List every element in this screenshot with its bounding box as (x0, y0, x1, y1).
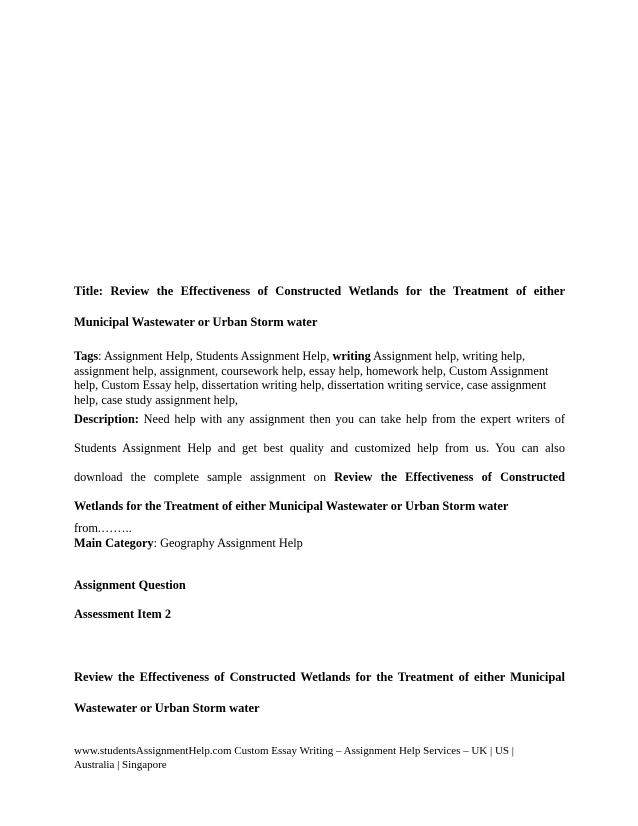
footer-line-2: Australia | Singapore (74, 759, 167, 771)
title-section (74, 276, 565, 338)
tags-line-3: help, Custom Essay help, dissertation writing help, dissertation writing service, case assignment (74, 378, 547, 392)
title-line-1 (74, 276, 565, 307)
tags-line-1 (74, 349, 565, 364)
review-heading-line-1: Review the Effectiveness of Constructed Wetlands for the Treatment of either Municipal (74, 670, 565, 684)
main-category (74, 536, 565, 551)
description-section (74, 405, 565, 521)
main-category-value: : Geography Assignment Help (153, 536, 303, 550)
title-text-line-1: Review the Effectiveness of Constructed Wetlands for the Treatment of either (110, 284, 565, 298)
tags-text-1a: : Assignment Help, Students Assignment Help, (98, 349, 333, 363)
tags-line-4: help, case study assignment help, (74, 392, 238, 407)
from-text: from.…….. (74, 521, 132, 535)
main-category-label: Main Category (74, 536, 154, 550)
description-bold-title-1: Review the Effectiveness of Constructed (334, 470, 565, 484)
footer-line-1: www.studentsAssignmentHelp.com Custom Essay Writing – Assignment Help Services – UK | US | (74, 745, 514, 757)
description-line-1 (74, 405, 565, 434)
tags-label: Tags (74, 349, 99, 363)
review-heading (74, 662, 565, 724)
description-line-3 (74, 463, 565, 492)
title-text-line-2: Municipal Wastewater or Urban Storm water (74, 315, 318, 329)
assessment-item-heading: Assessment Item 2 (74, 607, 171, 621)
description-line-2: Students Assignment Help and get best quality and customized help from us. You can also (74, 441, 565, 455)
description-text-1: Need help with any assignment then you can take help from the expert writers of (138, 412, 565, 426)
review-heading-line-2: Wastewater or Urban Storm water (74, 701, 260, 715)
tags-bold-keyword: writing (332, 349, 371, 363)
description-bold-title-2: Wetlands for the Treatment of either Municipal Wastewater or Urban Storm water (74, 499, 509, 513)
tags-text-1b: Assignment help, writing help, (370, 349, 526, 363)
description-line-4 (74, 492, 565, 521)
description-label: Description: (74, 412, 139, 426)
page-footer (74, 744, 565, 772)
title-label: Title: (74, 284, 103, 298)
title-line-2 (74, 307, 565, 338)
tags-line-2: assignment help, assignment, coursework help, essay help, homework help, Custom Assignment (74, 363, 549, 378)
description-text-3: download the complete sample assignment on (74, 470, 335, 484)
tags-section (74, 349, 565, 407)
assignment-question-heading: Assignment Question (74, 578, 186, 592)
